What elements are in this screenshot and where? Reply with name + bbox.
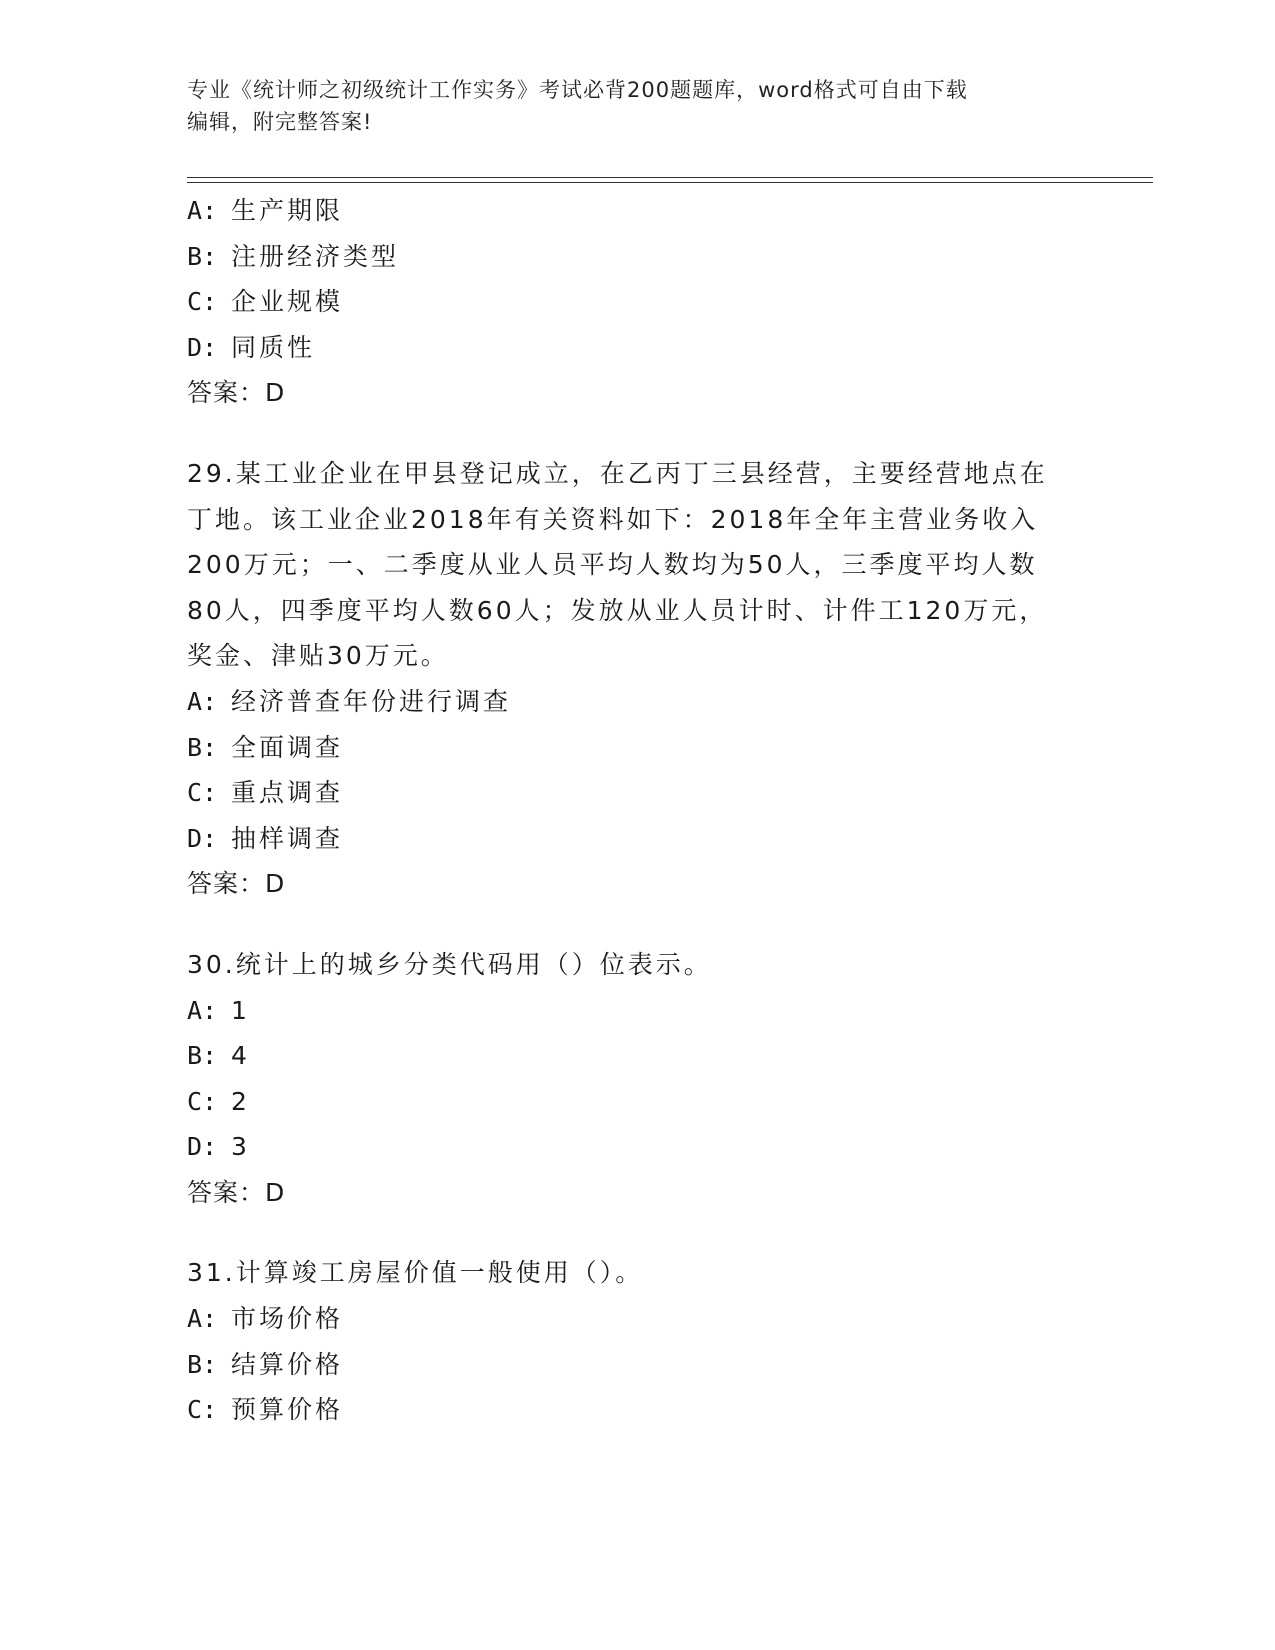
option-c: [187, 1079, 1077, 1125]
option-key: A:: [187, 686, 218, 716]
answer-line: 答案：D: [187, 378, 286, 408]
option-d: [187, 325, 1077, 371]
option-key: D:: [187, 1132, 218, 1162]
option-key: B:: [187, 1349, 218, 1379]
option-key: A:: [187, 1304, 218, 1334]
header-line-2: 编辑，附完整答案!: [187, 110, 373, 134]
option-text: 抽样调查: [231, 823, 344, 853]
option-text: 企业规模: [231, 287, 344, 317]
option-text: 结算价格: [231, 1349, 344, 1379]
spacer: [187, 416, 1077, 451]
option-key: B:: [187, 732, 218, 762]
spacer: [187, 907, 1077, 942]
document-header: [187, 74, 1067, 138]
option-d: [187, 1124, 1077, 1170]
question-stem-line: 200万元；一、二季度从业人员平均人数均为50人，三季度平均人数: [187, 550, 1038, 580]
option-b: [187, 234, 1077, 280]
option-b: [187, 725, 1077, 771]
option-text: 3: [231, 1132, 250, 1162]
question-stem-line: 丁地。该工业企业2018年有关资料如下：2018年全年主营业务收入: [187, 504, 1039, 534]
option-text: 预算价格: [231, 1395, 344, 1425]
question-list: [187, 188, 1077, 1433]
option-key: C:: [187, 1395, 218, 1425]
question-31: [187, 1250, 1077, 1432]
option-text: 经济普查年份进行调查: [231, 686, 512, 716]
option-c: [187, 770, 1077, 816]
option-key: A:: [187, 995, 218, 1025]
header-divider: [187, 177, 1153, 178]
header-line-1: 专业《统计师之初级统计工作实务》考试必背200题题库，word格式可自由下载: [187, 78, 968, 102]
option-key: D:: [187, 332, 218, 362]
question-30: [187, 942, 1077, 1216]
option-text: 2: [231, 1086, 250, 1116]
option-d: [187, 816, 1077, 862]
option-text: 全面调查: [231, 732, 344, 762]
option-key: B:: [187, 1041, 218, 1071]
option-text: 同质性: [231, 332, 316, 362]
option-text: 1: [231, 995, 250, 1025]
spacer: [187, 1215, 1077, 1250]
option-key: C:: [187, 778, 218, 808]
question-stem: 30.统计上的城乡分类代码用（）位表示。: [187, 949, 712, 979]
option-b: [187, 1033, 1077, 1079]
option-key: D:: [187, 823, 218, 853]
question-29: [187, 451, 1077, 907]
option-key: A:: [187, 196, 218, 225]
question-stem-line: 80人，四季度平均人数60人；发放从业人员计时、计件工120万元，: [187, 595, 1048, 625]
option-text: 注册经济类型: [231, 241, 400, 271]
option-text: 市场价格: [231, 1304, 344, 1334]
question-stem: 31.计算竣工房屋价值一般使用（）。: [187, 1258, 644, 1288]
option-text: 生产期限: [231, 196, 344, 225]
answer-line: 答案：D: [187, 1177, 286, 1207]
question-stem-line: 29.某工业企业在甲县登记成立，在乙丙丁三县经营，主要经营地点在: [187, 458, 1048, 488]
option-a: [187, 679, 1077, 725]
option-a: [187, 188, 1077, 234]
option-text: 重点调查: [231, 778, 344, 808]
option-text: 4: [231, 1041, 250, 1071]
answer-line: 答案：D: [187, 869, 286, 899]
question-28: [187, 188, 1077, 416]
option-key: B:: [187, 241, 218, 271]
option-key: C:: [187, 287, 218, 317]
option-key: C:: [187, 1086, 218, 1116]
header-divider-double: [187, 182, 1153, 183]
option-b: [187, 1342, 1077, 1388]
question-stem-line: 奖金、津贴30万元。: [187, 641, 449, 671]
option-a: [187, 1296, 1077, 1342]
option-a: [187, 988, 1077, 1034]
option-c: [187, 1387, 1077, 1433]
option-c: [187, 279, 1077, 325]
